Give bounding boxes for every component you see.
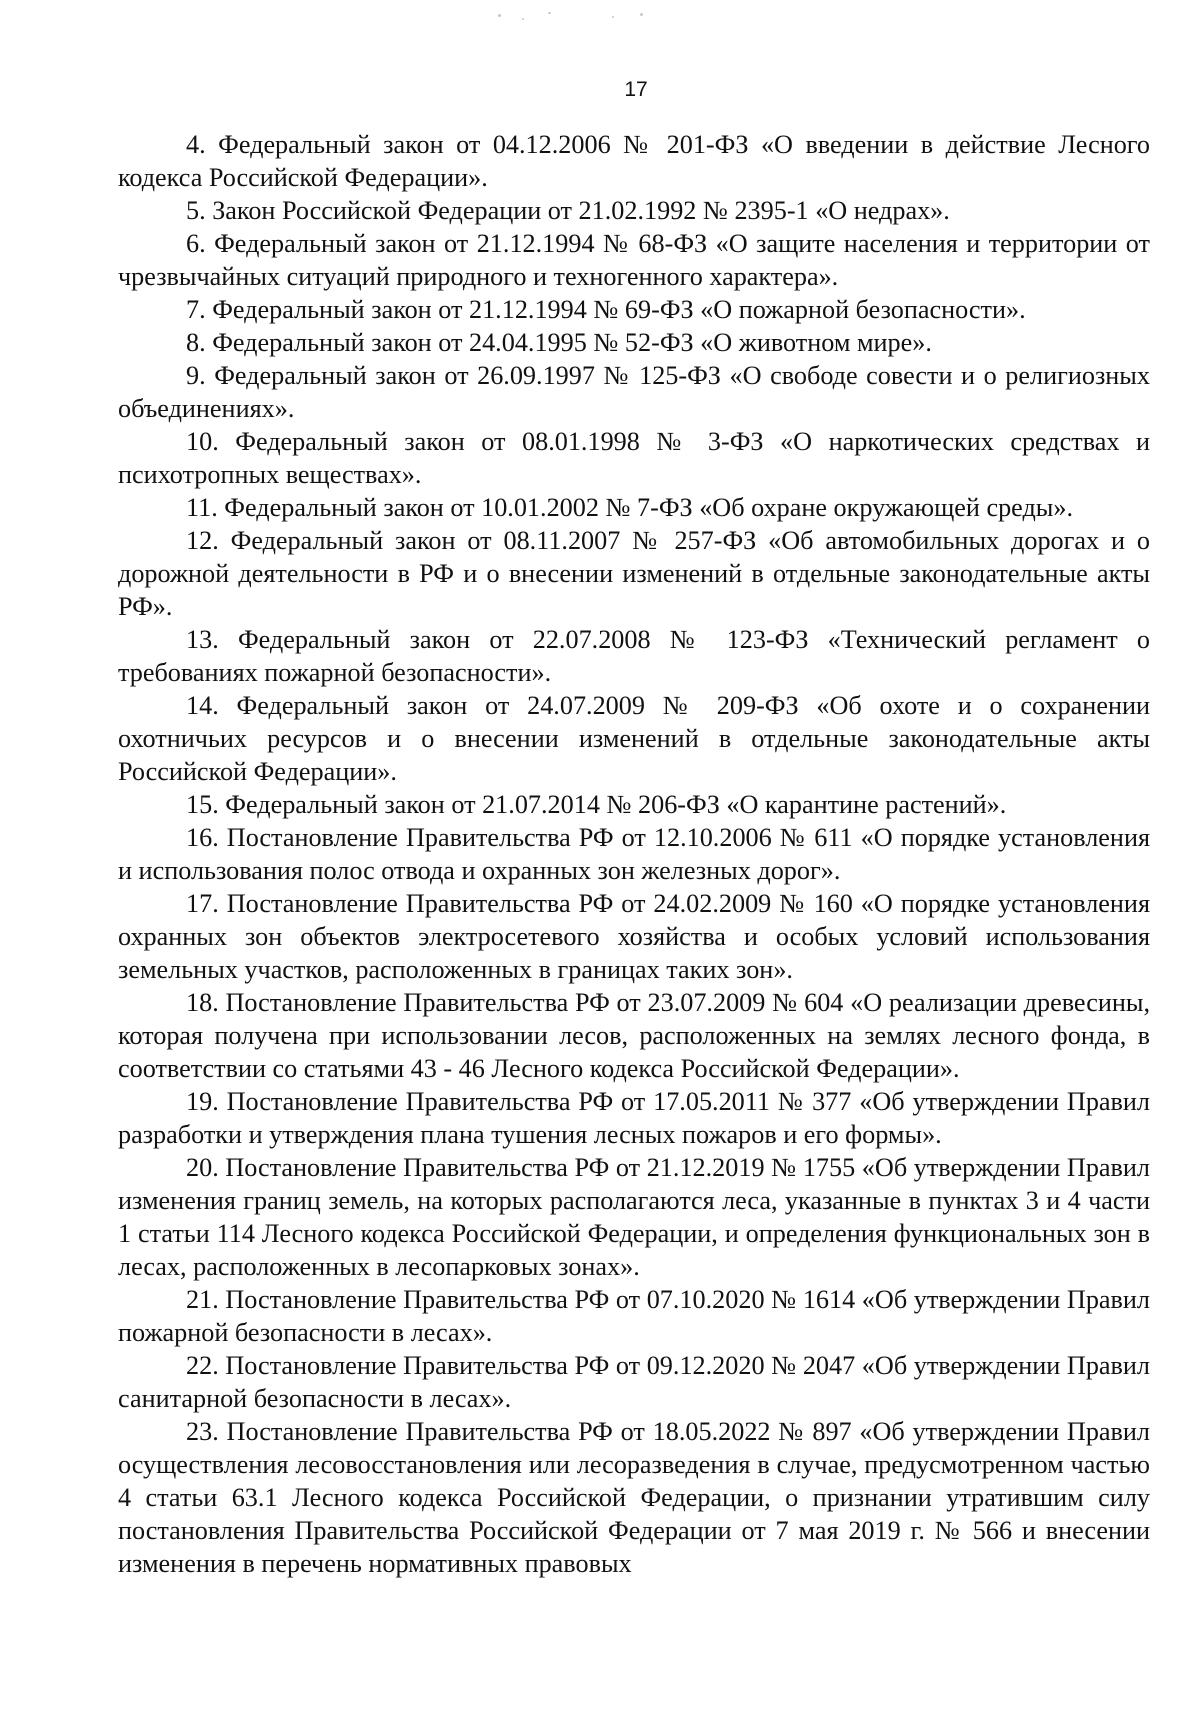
list-item: 4. Федеральный закон от 04.12.2006 № 201-ФЗ «О введении в действие Лесного кодекса Российской Федерации». (118, 130, 1150, 192)
scan-artifact (498, 14, 501, 17)
list-item: 16. Постановление Правительства РФ от 12.10.2006 № 611 «О порядке установления и использования полос отвода и охранных зон железных дорог». (118, 823, 1150, 885)
list-item: 6. Федеральный закон от 21.12.1994 № 68-ФЗ «О защите населения и территории от чрезвычайных ситуаций природного и техногенного характера». (118, 229, 1150, 291)
scan-artifact (640, 13, 643, 16)
list-item: 11. Федеральный закон от 10.01.2002 № 7-ФЗ «Об охране окружающей среды». (186, 493, 1074, 522)
list-item: 5. Закон Российской Федерации от 21.02.1992 № 2395-1 «О недрах». (186, 196, 950, 225)
list-item: 8. Федеральный закон от 24.04.1995 № 52-ФЗ «О животном мире». (186, 328, 932, 357)
list-item: 21. Постановление Правительства РФ от 07.10.2020 № 1614 «Об утверждении Правил пожарной безопасности в лесах». (118, 1285, 1150, 1347)
list-item: 9. Федеральный закон от 26.09.1997 № 125-ФЗ «О свободе совести и о религиозных объединениях». (118, 361, 1150, 423)
scan-artifact (522, 18, 524, 20)
list-item: 10. Федеральный закон от 08.01.1998 № 3-ФЗ «О наркотических средствах и психотропных веществах». (118, 427, 1150, 489)
list-item: 19. Постановление Правительства РФ от 17.05.2011 № 377 «Об утверждении Правил разработки и утверждения плана тушения лесных пожаров и его формы». (118, 1087, 1150, 1149)
page-number: 17 (624, 78, 648, 101)
list-item: 17. Постановление Правительства РФ от 24.02.2009 № 160 «О порядке установления охранных зон объектов электросетевого хозяйства и особых условий использования земельных участков, расположенных в границах таких зон». (118, 889, 1150, 984)
list-item: 7. Федеральный закон от 21.12.1994 № 69-ФЗ «О пожарной безопасности». (186, 295, 1026, 324)
list-item: 15. Федеральный закон от 21.07.2014 № 206-ФЗ «О карантине растений». (186, 790, 1007, 819)
list-item: 22. Постановление Правительства РФ от 09.12.2020 № 2047 «Об утверждении Правил санитарной безопасности в лесах». (118, 1351, 1150, 1413)
legal-acts-list (118, 128, 1150, 1580)
scan-artifact (612, 16, 614, 18)
list-item: 12. Федеральный закон от 08.11.2007 № 257-ФЗ «Об автомобильных дорогах и о дорожной деятельности в РФ и о внесении изменений в отдельные законодательные акты РФ». (118, 526, 1150, 621)
list-item: 14. Федеральный закон от 24.07.2009 № 209-ФЗ «Об охоте и о сохранении охотничьих ресурсов и о внесении изменений в отдельные законодательные акты Российской Федерации». (118, 691, 1150, 786)
list-item: 18. Постановление Правительства РФ от 23.07.2009 № 604 «О реализации древесины, которая получена при использовании лесов, расположенных на землях лесного фонда, в соответствии со статьями 43 - 46 Лесного кодекса Российской Федерации». (118, 988, 1150, 1083)
list-item: 23. Постановление Правительства РФ от 18.05.2022 № 897 «Об утверждении Правил осуществления лесовосстановления или лесоразведения в случае, предусмотренном частью 4 статьи 63.1 Лесного кодекса Российской Федерации, о признании утратившим силу постановления Правительства Российской Федерации от 7 мая 2019 г. № 566 и внесении изменения в перечень нормативных правовых (118, 1417, 1150, 1578)
list-item: 20. Постановление Правительства РФ от 21.12.2019 № 1755 «Об утверждении Правил изменения границ земель, на которых располагаются леса, указанные в пунктах 3 и 4 части 1 статьи 114 Лесного кодекса Российской Федерации, и определения функциональных зон в лесах, расположенных в лесопарковых зонах». (118, 1153, 1150, 1281)
list-item: 13. Федеральный закон от 22.07.2008 № 123-ФЗ «Технический регламент о требованиях пожарной безопасности». (118, 625, 1150, 687)
scan-artifact (548, 12, 551, 14)
